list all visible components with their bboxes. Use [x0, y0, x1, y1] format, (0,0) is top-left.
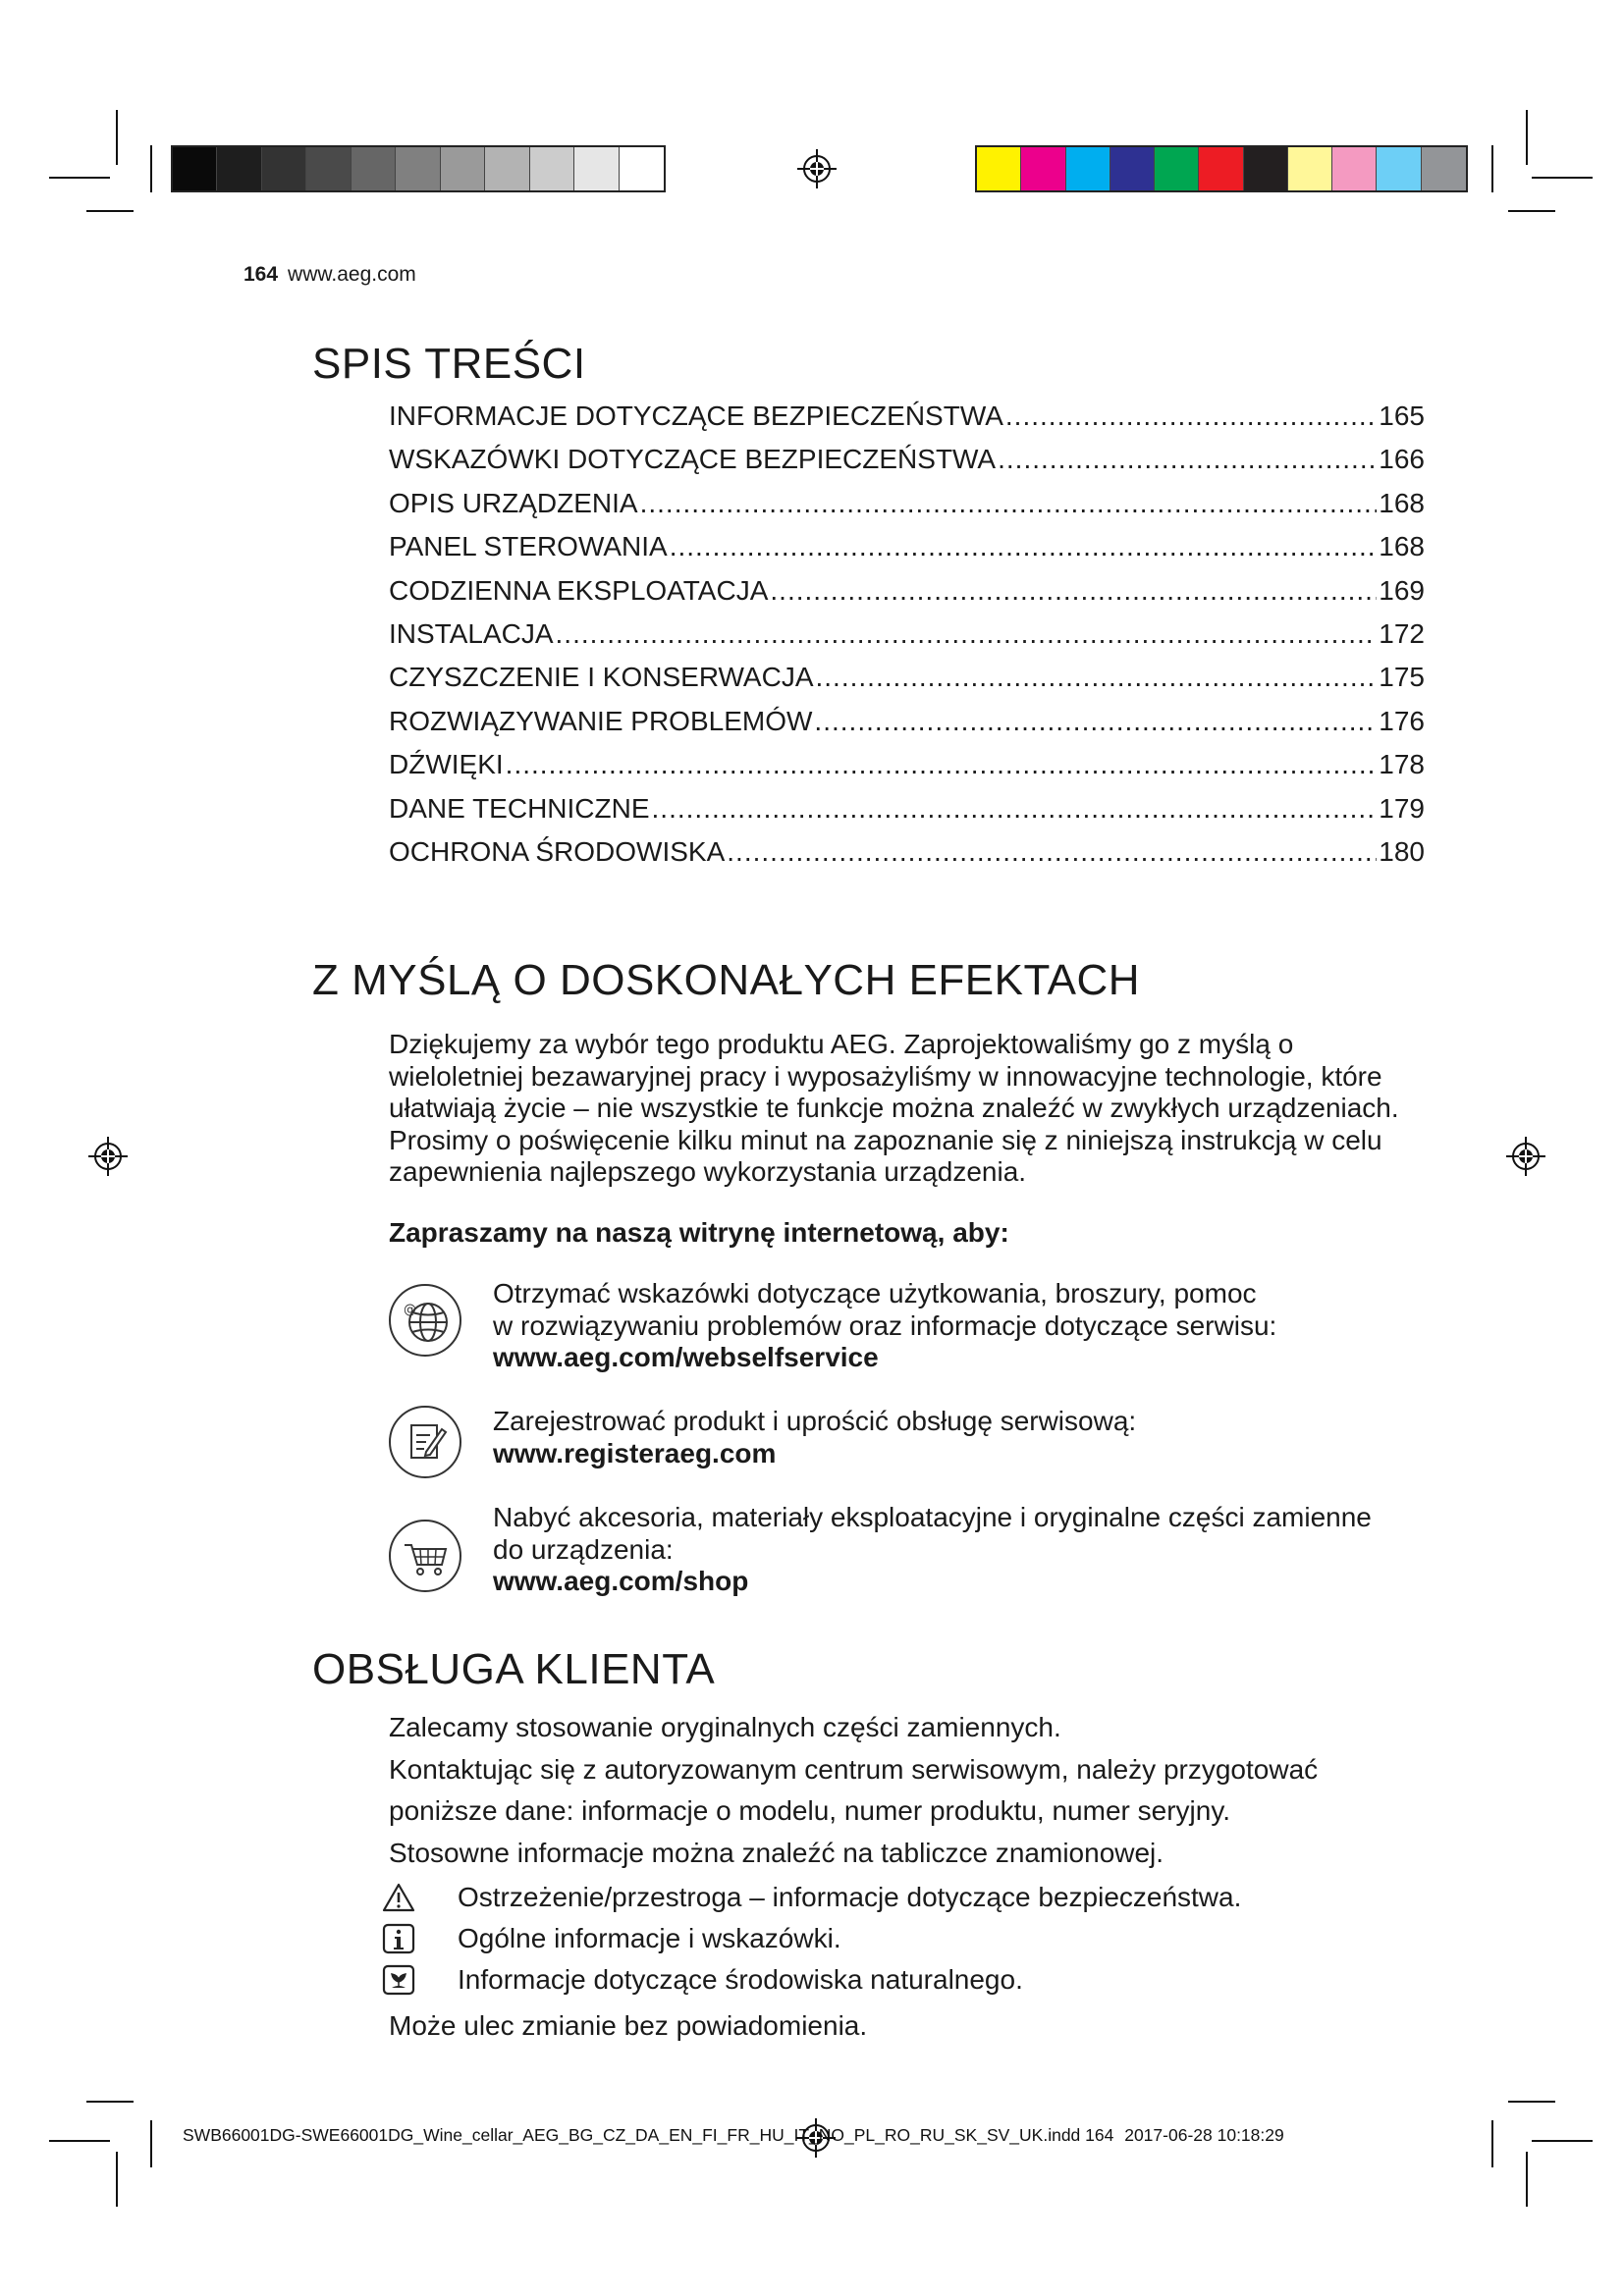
color-swatch	[1021, 147, 1065, 190]
toc-dot-leader	[670, 531, 1378, 562]
toc-entry[interactable]	[389, 400, 1425, 444]
color-swatch	[217, 147, 261, 190]
customer-care-title: OBSŁUGA KLIENTA	[312, 1645, 716, 1693]
color-swatch	[262, 147, 306, 190]
color-swatch	[352, 147, 396, 190]
toc-dot-leader	[814, 706, 1377, 737]
environment-icon	[381, 1964, 416, 1996]
toc-entry-page: 168	[1379, 487, 1425, 518]
toc-entry[interactable]	[389, 836, 1425, 880]
info-icon	[381, 1923, 416, 1954]
symbol-info-row	[381, 1918, 841, 1959]
color-swatch	[1332, 147, 1377, 190]
toc-entry-label: INSTALACJA	[389, 617, 554, 649]
link-item	[493, 1502, 1435, 1598]
toc-entry[interactable]	[389, 531, 1425, 574]
toc-entry-page: 178	[1379, 749, 1425, 780]
toc-dot-leader	[652, 793, 1378, 825]
color-swatch	[306, 147, 351, 190]
color-swatch	[977, 147, 1021, 190]
color-swatch	[1422, 147, 1466, 190]
webselfservice-link[interactable]: www.aeg.com/webselfservice	[493, 1342, 879, 1372]
shop-link[interactable]: www.aeg.com/shop	[493, 1566, 749, 1596]
toc-entry-page: 176	[1379, 705, 1425, 736]
toc-entry-label: CZYSZCZENIE I KONSERWACJA	[389, 662, 814, 693]
color-swatch	[574, 147, 619, 190]
link-description: Otrzymać wskazówki dotyczące użytkowania, broszury, pomoc	[493, 1278, 1257, 1308]
color-swatch	[1199, 147, 1243, 190]
toc-dot-leader	[506, 749, 1378, 780]
color-calibration-bar	[975, 145, 1468, 192]
toc-entry[interactable]	[389, 488, 1425, 531]
color-swatch	[485, 147, 529, 190]
customer-care-line: poniższe dane: informacje o modelu, numer produktu, numer seryjny.	[389, 1795, 1231, 1826]
registration-target-icon	[1506, 1137, 1545, 1176]
color-swatch	[1244, 147, 1288, 190]
register-link[interactable]: www.registeraeg.com	[493, 1437, 777, 1468]
toc-entry-label: WSKAZÓWKI DOTYCZĄCE BEZPIECZEŃSTWA	[389, 444, 997, 475]
toc-dot-leader	[727, 836, 1377, 868]
toc-dot-leader	[1005, 400, 1377, 432]
customer-care-line: Zalecamy stosowanie oryginalnych części zamiennych.	[389, 1712, 1061, 1742]
customer-care-line: Kontaktując się z autoryzowanym centrum serwisowym, należy przygotować	[389, 1753, 1319, 1785]
toc-entry-label: INFORMACJE DOTYCZĄCE BEZPIECZEŃSTWA	[389, 400, 1003, 431]
color-swatch	[530, 147, 574, 190]
toc-entry[interactable]	[389, 444, 1425, 487]
registration-target-icon	[797, 149, 837, 188]
toc-entry-label: DŹWIĘKI	[389, 749, 504, 780]
color-swatch	[1288, 147, 1332, 190]
color-swatch	[620, 147, 664, 190]
toc-entry[interactable]	[389, 618, 1425, 662]
table-of-contents	[389, 400, 1425, 880]
symbol-environment-row	[381, 1959, 1023, 2001]
color-swatch	[396, 147, 440, 190]
symbol-description: Ostrzeżenie/przestroga – informacje dotyczące bezpieczeństwa.	[458, 1882, 1242, 1912]
page-number: 164	[244, 263, 279, 286]
color-swatch	[1377, 147, 1421, 190]
toc-entry-page: 169	[1379, 574, 1425, 606]
link-item	[493, 1406, 1435, 1469]
toc-entry-page: 180	[1379, 835, 1425, 867]
intro-line: Prosimy o poświęcenie kilku minut na zapoznanie się z niniejszą instrukcją w celu	[389, 1124, 1382, 1155]
customer-care-text	[389, 1712, 1469, 1879]
visit-heading: Zapraszamy na naszą witrynę internetową, aby:	[389, 1217, 1009, 1248]
svg-text:@: @	[404, 1303, 416, 1317]
toc-entry-label: CODZIENNA EKSPLOATACJA	[389, 574, 769, 606]
color-swatch	[1155, 147, 1199, 190]
register-icon	[389, 1406, 461, 1478]
color-swatch	[173, 147, 217, 190]
page-header	[244, 263, 416, 287]
grayscale-calibration-bar	[171, 145, 666, 192]
toc-dot-leader	[998, 444, 1377, 475]
shopping-cart-icon	[389, 1520, 461, 1592]
toc-entry[interactable]	[389, 706, 1425, 749]
toc-dot-leader	[640, 488, 1378, 519]
color-swatch	[1066, 147, 1110, 190]
toc-dot-leader	[770, 575, 1377, 607]
toc-dot-leader	[556, 618, 1378, 650]
print-timestamp: 2017-06-28 10:18:29	[1124, 2125, 1284, 2145]
toc-entry-page: 166	[1379, 444, 1425, 475]
link-item	[493, 1278, 1435, 1374]
toc-entry-page: 179	[1379, 792, 1425, 824]
toc-entry-page: 175	[1379, 662, 1425, 693]
intro-line: Dziękujemy za wybór tego produktu AEG. Zaprojektowaliśmy go z myślą o	[389, 1029, 1294, 1059]
color-swatch	[1110, 147, 1155, 190]
toc-title: SPIS TREŚCI	[312, 340, 586, 388]
link-description: Nabyć akcesoria, materiały eksploatacyjne i oryginalne części zamienne	[493, 1502, 1372, 1532]
toc-entry-label: OCHRONA ŚRODOWISKA	[389, 835, 726, 867]
toc-entry-label: ROZWIĄZYWANIE PROBLEMÓW	[389, 705, 813, 736]
link-description: do urządzenia:	[493, 1533, 674, 1565]
intro-line: zapewnienia najlepszego wykorzystania urządzenia.	[389, 1156, 1027, 1187]
change-notice: Może ulec zmianie bez powiadomienia.	[389, 2010, 868, 2041]
toc-entry[interactable]	[389, 749, 1425, 792]
toc-entry[interactable]	[389, 575, 1425, 618]
intro-line: ułatwiają życie – nie wszystkie te funkcje można znaleźć w zwykłych urządzeniach.	[389, 1093, 1399, 1123]
symbol-description: Informacje dotyczące środowiska naturalnego.	[458, 1964, 1023, 1995]
symbol-warning-row	[381, 1877, 1241, 1918]
toc-entry-label: DANE TECHNICZNE	[389, 792, 650, 824]
symbol-description: Ogólne informacje i wskazówki.	[458, 1923, 841, 1953]
toc-dot-leader	[816, 662, 1378, 693]
perfect-results-title: Z MYŚLĄ O DOSKONAŁYCH EFEKTACH	[312, 956, 1141, 1004]
print-footer	[183, 2125, 1284, 2146]
toc-entry-label: OPIS URZĄDZENIA	[389, 487, 638, 518]
website-text: www.aeg.com	[288, 263, 416, 286]
toc-entry-label: PANEL STEROWANIA	[389, 531, 668, 562]
toc-entry-page: 168	[1379, 531, 1425, 562]
file-info: SWB66001DG-SWE66001DG_Wine_cellar_AEG_BG_CZ_DA_EN_FI_FR_HU_IT_NO_PL_RO_RU_SK_SV_UK.indd 164	[183, 2125, 1114, 2145]
intro-line: wieloletniej bezawaryjnej pracy i wyposażyliśmy w innowacyjne technologie, które	[389, 1060, 1382, 1092]
toc-entry[interactable]	[389, 662, 1425, 705]
link-description: Zarejestrować produkt i uprościć obsługę serwisową:	[493, 1406, 1137, 1436]
intro-paragraph	[389, 1029, 1449, 1189]
customer-care-line: Stosowne informacje można znaleźć na tabliczce znamionowej.	[389, 1837, 1164, 1868]
toc-entry-page: 165	[1379, 400, 1425, 431]
toc-entry-page: 172	[1379, 617, 1425, 649]
warning-icon	[381, 1882, 416, 1913]
registration-target-icon	[88, 1137, 128, 1176]
globe-icon	[389, 1284, 461, 1357]
toc-entry[interactable]	[389, 793, 1425, 836]
link-description: w rozwiązywaniu problemów oraz informacje dotyczące serwisu:	[493, 1309, 1277, 1341]
color-swatch	[441, 147, 485, 190]
